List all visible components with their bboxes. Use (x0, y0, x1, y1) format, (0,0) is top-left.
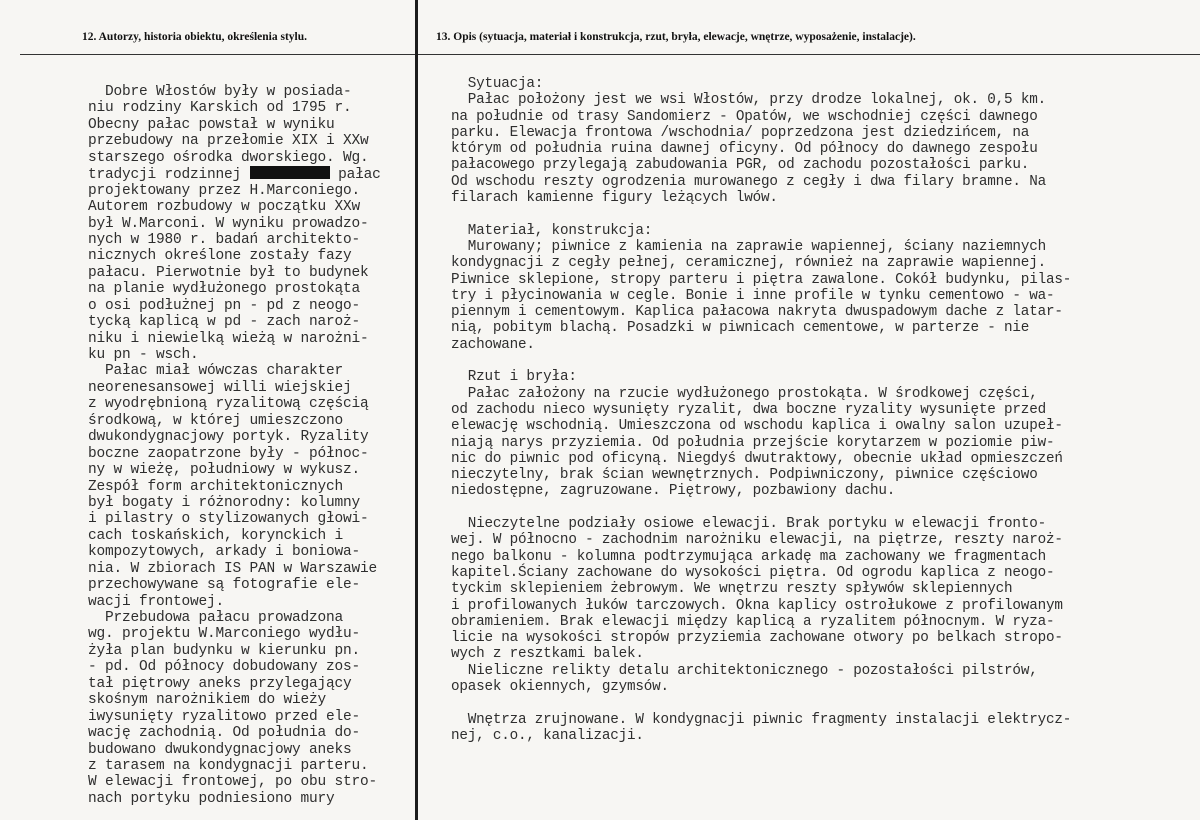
text-line: kondygnacji z cegły pełnej, ceramicznej, również na zaprawie wapiennej. (451, 255, 1046, 272)
text-line: przebudowy na przełomie XIX i XXw (88, 133, 369, 150)
blank-line (451, 695, 1200, 711)
text-line: Piwnice sklepione, stropy parteru i piętra zawalone. Cokół budynku, pilas- (451, 271, 1072, 288)
text-line: którym od południa ruina dawnej oficyny. Od północy do dawnego zespołu (451, 141, 1038, 158)
text-line: wację zachodnią. Od południa do- (88, 725, 361, 742)
text-line: był bogaty i różnorodny: kolumny (88, 494, 361, 511)
text-line: W elewacji frontowej, po obu stro- (88, 774, 378, 791)
text-line: nic do piwnic pod oficyną. Niegdyś dwutraktowy, obecnie układ opmieszczeń (451, 450, 1063, 467)
text-line: nych w 1980 r. badań architekto- (88, 231, 361, 248)
text-line: Obecny pałac powstał w wyniku (88, 116, 335, 133)
text-line: nią, pobitym blachą. Posadzki w piwnicach cementowe, w parterze - nie (451, 320, 1030, 337)
text-line: parku. Elewacja frontowa /wschodnia/ poprzedzona jest dziedzińcem, na (451, 124, 1030, 141)
text-line: pałacowego przylegają zabudowania PGR, od zachodu pozostałości parku. (451, 157, 1030, 174)
text-line: nia. W zbiorach IS PAN w Warszawie (88, 560, 378, 577)
text-line: nieczytelny, brak ścian wewnętrznych. Podpiwniczony, piwnice częściowo (451, 467, 1038, 484)
text-line: obramieniem. Brak elewacji między kaplicą a ryzalitem północnym. W ryza- (451, 613, 1055, 630)
text-line: Przebudowa pałacu prowadzona (105, 610, 344, 626)
text-line: nego balkonu - kolumna podtrzymująca arkadę ma zachowany we fragmentach (451, 548, 1046, 565)
text-line: tradycji rodzinnej pałac (88, 167, 381, 184)
text-line: kapitel.Ściany zachowane do wysokości piętra. Od ogrodu kaplica z neogo- (451, 564, 1055, 581)
text-line: i profilowanych łuków tarczowych. Okna kaplicy ostrołukowe z profilowanym (451, 597, 1063, 614)
text-line: neorenesansowej willi wiejskiej (88, 379, 352, 396)
text-line: żyła plan budynku w kierunku pn. (88, 642, 361, 659)
text-line: budowano dwukondygnacjowy aneks (88, 741, 352, 758)
text-line: nach portyku podniesiono mury (88, 790, 335, 807)
text-line: niedostępne, zagruzowane. Piętrowy, pozbawiony dachu. (451, 483, 896, 500)
text-line: filarach kamienne figury leżących lwów. (451, 190, 778, 207)
text-line: wej. W północno - zachodnim narożniku elewacji, na piętrze, reszty naroż- (451, 532, 1063, 549)
text-line: o osi podłużnej pn - pd z neogo- (88, 297, 361, 314)
text-line: Pałac położony jest we wsi Włostów, przy drodze lokalnej, ok. 0,5 km. (467, 92, 1046, 109)
text-line: na południe od trasy Sandomierz - Opatów, we wschodniej części dawnego (451, 108, 1038, 125)
text-line: try i płycinowania w cegle. Bonie i inne profile w tynku cementowo - wa- (451, 287, 1055, 304)
text-line: nej, c.o., kanalizacji. (451, 727, 644, 744)
text-line: tał piętrowy aneks przylegający (88, 675, 352, 692)
text-line: Wnętrza zrujnowane. W kondygnacji piwnic fragmenty instalacji elektrycz- (467, 711, 1072, 728)
subheading-rzut: Rzut i bryła: (467, 369, 577, 386)
text-line: wg. projektu W.Marconiego wydłu- (88, 626, 361, 643)
text-line: Pałac miał wówczas charakter (105, 363, 344, 380)
text-line: Autorem rozbudowy w początku XXw (88, 199, 361, 216)
text-line: iwysunięty ryzalitowo przed ele- (88, 708, 361, 725)
text-line: tycką kaplicą w pd - zach naroż- (88, 314, 361, 331)
text-line: Od wschodu reszty ogrodzenia murowanego z cegły i dwa filary bramne. Na (451, 173, 1046, 190)
text-line: dwukondygnacjowy portyk. Ryzality (88, 429, 369, 446)
header-rule-right (418, 54, 1200, 55)
text-line: ku pn - wsch. (88, 347, 199, 363)
text-line: ny w wieżę, południowy w wykusz. (88, 462, 361, 479)
subheading-sytuacja: Sytuacja: (467, 76, 544, 92)
text-line: wacji frontowej. (88, 593, 225, 610)
text-line: cach toskańskich, korynckich i (88, 527, 344, 544)
text-line: projektowany przez H.Marconiego. (88, 182, 361, 199)
text-line: na planie wydłużonego prostokąta (88, 281, 361, 298)
blank-line (451, 353, 1200, 369)
text-line: nicznych określone zostały fazy (88, 248, 352, 265)
text-line: licie na wysokości stropów przyziemia zachowane otwory po belkach stropo- (451, 630, 1063, 647)
text-line: z wyodrębnioną ryzalitową częścią (88, 396, 369, 413)
text-line: elewację wschodnią. Umieszczona od wschodu kaplica i owalny salon uzupeł- (451, 418, 1063, 435)
text-line: niku i niewielką wieżą w narożni- (88, 330, 369, 347)
text-line: niają narys przyziemia. Od południa przejście korytarzem w poziomie piw- (451, 434, 1055, 451)
history-column (88, 84, 418, 820)
text-line: kompozytowych, arkady i boniowa- (88, 544, 361, 561)
blank-line (451, 500, 1200, 516)
header-rule-left (20, 54, 415, 55)
text-line: środkową, w której umieszczono (88, 412, 344, 429)
section-13-heading: 13. Opis (sytuacja, materiał i konstrukcja, rzut, bryła, elewacje, wnętrze, wyposażenie, instalacje). (436, 31, 916, 43)
text-line: Nieliczne relikty detalu architektonicznego - pozostałości pilstrów, (467, 662, 1038, 679)
text-line: przechowywane są fotografie ele- (88, 577, 361, 594)
section-12-heading: 12. Autorzy, historia obiektu, określenia stylu. (82, 31, 308, 43)
text-line: niu rodziny Karskich od 1795 r. (88, 100, 352, 117)
text-line: Nieczytelne podziały osiowe elewacji. Brak portyku w elewacji fronto- (467, 516, 1046, 533)
text-line: wych z resztkami balek. (451, 646, 644, 663)
text-line: - pd. Od północy dobudowany zos- (88, 659, 361, 676)
text-line: opasek okiennych, gzymsów. (451, 678, 669, 695)
text-line: Pałac założony na rzucie wydłużonego prostokąta. W środkowej części, (467, 385, 1038, 402)
text-line: z tarasem na kondygnacji parteru. (88, 757, 369, 774)
text-line: starszego ośrodka dworskiego. Wg. (88, 149, 369, 166)
text-line: był W.Marconi. W wyniku prowadzo- (88, 215, 369, 232)
blank-line (451, 206, 1200, 222)
text-line: zachowane. (451, 336, 535, 353)
text-line: boczne zaopatrzone były - północ- (88, 445, 369, 462)
text-line: Dobre Włostów były w posiada- (105, 84, 352, 100)
text-line: tyckim sklepieniem żebrowym. We wnętrzu reszty spływów sklepiennych (451, 581, 1013, 598)
description-column (451, 76, 1200, 820)
text-line: pałacu. Pierwotnie był to budynek (88, 264, 369, 281)
redaction-bar (250, 166, 330, 179)
text-line: skośnym narożnikiem do wieży (88, 692, 327, 709)
text-line: Zespół form architektonicznych (88, 478, 344, 495)
text-line: od zachodu nieco wysunięty ryzalit, dwa boczne ryzality wysunięte przed (451, 401, 1046, 418)
text-line: i pilastry o stylizowanych głowi- (88, 511, 369, 528)
subheading-material: Materiał, konstrukcja: (467, 222, 653, 239)
text-line: piennym i cementowym. Kaplica pałacowa nakryta dwuspadowym dache z latar- (451, 304, 1063, 321)
text-line: Murowany; piwnice z kamienia na zaprawie wapiennej, ściany naziemnych (467, 238, 1046, 255)
